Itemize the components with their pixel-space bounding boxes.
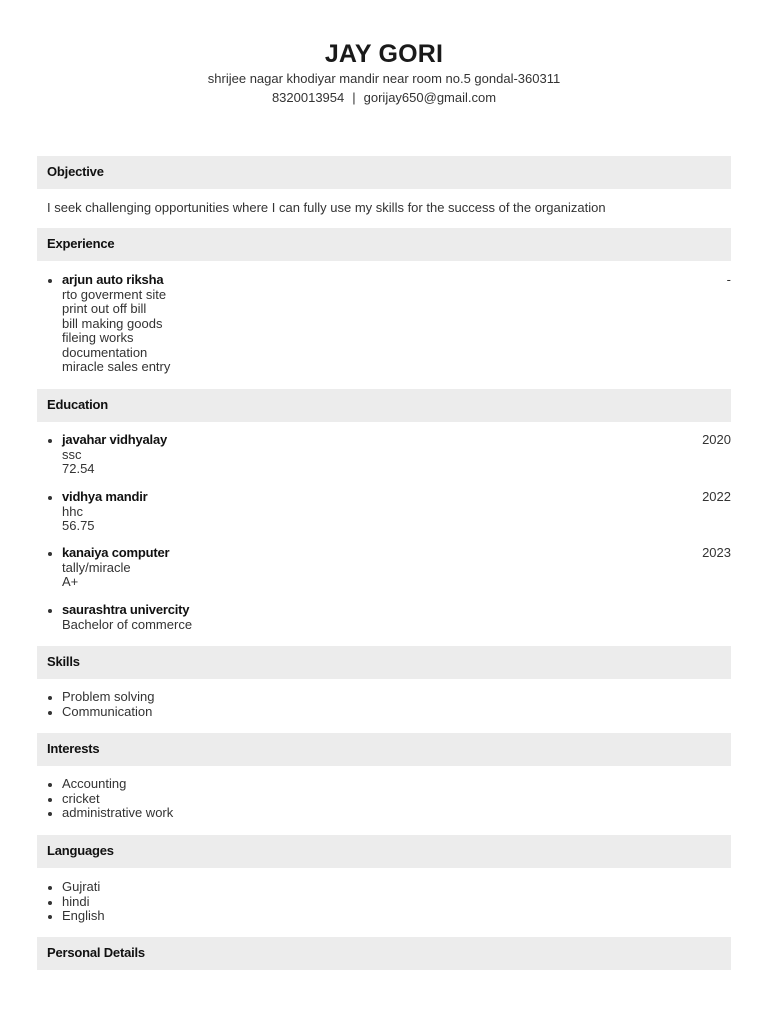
- section-heading-personal-details: Personal Details: [37, 937, 731, 970]
- education-entry: [37, 603, 731, 632]
- interest-item: Accounting: [37, 777, 731, 792]
- education-list: [37, 490, 731, 534]
- languages-list: [37, 880, 731, 924]
- experience-list: [37, 273, 731, 375]
- education-course: Bachelor of commerce: [62, 616, 193, 632]
- institution-name: vidhya mandir: [62, 489, 148, 504]
- education-course: ssc: [62, 446, 82, 462]
- institution-name: kanaiya computer: [62, 545, 170, 560]
- employer-name: arjun auto riksha: [62, 272, 164, 287]
- skill-item: Problem solving: [37, 690, 731, 705]
- education-list: [37, 546, 731, 590]
- language-item: hindi: [37, 895, 731, 910]
- education-entry: [37, 546, 731, 590]
- candidate-name: JAY GORI: [324, 40, 444, 68]
- section-heading-languages: Languages: [37, 835, 731, 868]
- section-heading-education: Education: [37, 389, 731, 422]
- skills-list: [37, 690, 731, 719]
- language-item: Gujrati: [37, 880, 731, 895]
- phone-number: 8320013954: [271, 90, 345, 105]
- section-heading-interests: Interests: [37, 733, 731, 766]
- section-heading-skills: Skills: [37, 646, 731, 679]
- experience-detail: fileing works: [62, 330, 134, 345]
- education-entry: [37, 490, 731, 534]
- education-list: [37, 433, 731, 477]
- resume-header: [0, 38, 768, 106]
- interests-list: [37, 777, 731, 821]
- interest-item: cricket: [37, 792, 731, 807]
- education-year: 2020: [702, 432, 731, 447]
- language-item: English: [37, 909, 731, 924]
- experience-date: -: [726, 272, 731, 287]
- education-score: A+: [62, 574, 79, 589]
- experience-entry: [37, 273, 731, 375]
- skill-item: Communication: [37, 705, 731, 720]
- objective-text: I seek challenging opportunities where I can fully use my skills for the success of the organization: [47, 200, 606, 215]
- address: shrijee nagar khodiyar mandir near room no.5 gondal-360311: [207, 71, 561, 86]
- interest-item: administrative work: [37, 806, 731, 821]
- section-heading-objective: Objective: [37, 156, 731, 189]
- institution-name: saurashtra univercity: [62, 602, 190, 617]
- education-course: tally/miracle: [62, 559, 131, 575]
- experience-detail: rto goverment site: [62, 286, 167, 302]
- education-year: 2023: [702, 545, 731, 560]
- education-list: [37, 603, 731, 632]
- education-score: 56.75: [62, 518, 95, 533]
- experience-detail: print out off bill: [62, 301, 147, 316]
- education-entry: [37, 433, 731, 477]
- education-course: hhc: [62, 503, 83, 519]
- education-year: 2022: [702, 489, 731, 504]
- education-score: 72.54: [62, 461, 95, 476]
- section-heading-experience: Experience: [37, 228, 731, 261]
- experience-detail: bill making goods: [62, 315, 163, 331]
- email-address: gorijay650@gmail.com: [363, 90, 497, 105]
- contact-separator: |: [352, 90, 356, 105]
- institution-name: javahar vidhyalay: [62, 432, 167, 447]
- experience-detail: miracle sales entry: [62, 359, 171, 374]
- contact-line: [0, 89, 768, 106]
- experience-detail: documentation: [62, 344, 148, 360]
